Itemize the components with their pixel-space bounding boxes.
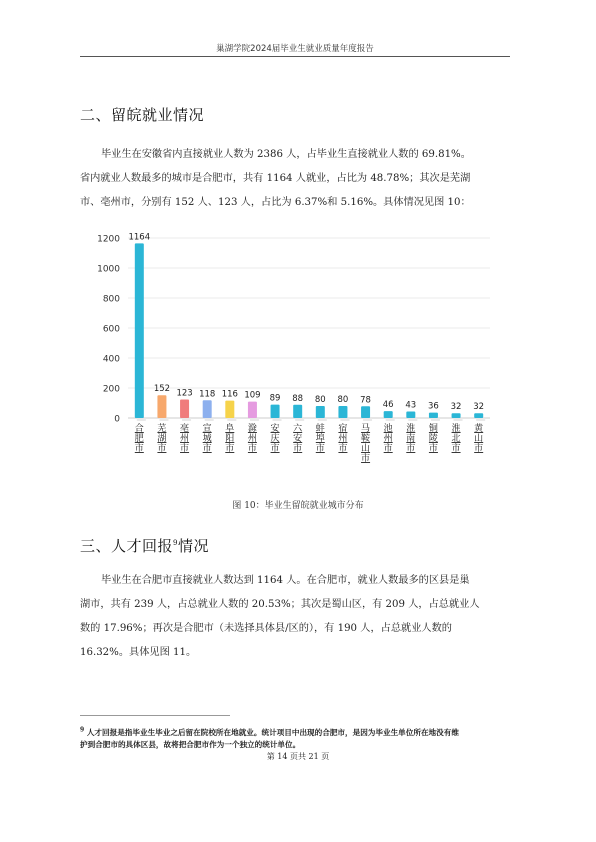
data-label: 109	[244, 390, 261, 401]
data-label: 152	[153, 384, 171, 395]
paragraph-line: 湖市，共有 239 人，占总就业人数的 20.53%；其次是蜀山区，有 209 人，占总就业人	[80, 599, 480, 610]
bar-shadow	[250, 418, 259, 421]
bar-shadow	[476, 418, 485, 421]
bar	[316, 406, 325, 418]
category-label-char: 山	[361, 444, 371, 454]
y-tick-label: 800	[102, 294, 120, 305]
bar	[203, 400, 212, 418]
category-label-char: 市	[134, 444, 144, 454]
category-label-char: 湖	[157, 434, 167, 444]
category-label-char: 北	[451, 434, 461, 444]
category-label-char: 安	[293, 434, 303, 444]
bar-shadow	[363, 418, 372, 421]
category-label-char: 市	[247, 444, 257, 454]
footnote-text: 人才回报是指毕业生毕业之后留在院校所在地就业。统计项目中出现的合肥市，是因为毕业生单位所在地没有维	[84, 727, 459, 737]
bar-shadow	[318, 418, 327, 421]
paragraph-line: 数的 17.96%；再次是合肥市（未选择具体县/区的），有 190 人，占总就业人数的	[80, 623, 452, 634]
data-label: 89	[269, 393, 281, 404]
category-label-char: 市	[270, 444, 280, 454]
category-label-char: 黄	[474, 424, 484, 434]
category-label-char: 市	[225, 444, 235, 454]
footnote-ref: 9	[173, 539, 178, 547]
paragraph-line: 16.32%。具体见图 11。	[80, 647, 197, 658]
bar	[474, 413, 483, 418]
category-label-char: 宿	[338, 424, 348, 434]
data-label: 36	[428, 401, 439, 412]
data-label: 46	[382, 400, 394, 411]
paragraph-line: 市、亳州市，分别有 152 人、123 人，占比为 6.37%和 5.16%。具体情况见图 10：	[80, 197, 471, 208]
y-tick-label: 400	[102, 354, 120, 365]
y-tick-label: 1200	[97, 234, 120, 245]
data-label: 80	[314, 395, 326, 405]
category-label-char: 州	[383, 434, 393, 444]
section-2-paragraph	[80, 143, 520, 215]
bar-shadow	[137, 418, 146, 421]
bar	[157, 395, 166, 418]
bar-shadow	[159, 418, 168, 421]
section-3-paragraph	[80, 569, 520, 665]
data-label: 43	[405, 400, 417, 411]
category-label-char: 合	[134, 424, 144, 434]
category-label-char: 蚌	[315, 424, 325, 434]
section-3-heading-text: 三、人才回报	[80, 537, 174, 555]
category-label-char: 安	[270, 424, 280, 434]
city-distribution-bar-chart	[0, 225, 596, 475]
bar-shadow	[454, 418, 463, 421]
bar-shadow	[295, 418, 304, 421]
data-label: 123	[176, 388, 193, 399]
section-3-heading	[80, 535, 209, 556]
paragraph-line: 省内就业人数最多的城市是合肥市，共有 1164 人就业，占比为 48.78%；其次是芜湖	[80, 173, 471, 184]
bar-shadow	[227, 418, 236, 421]
category-label-char: 州	[247, 434, 257, 444]
category-label-char: 市	[157, 444, 167, 454]
footnote-line: 护到合肥市的具体区县，故将把合肥市作为一个独立的统计单位。	[80, 739, 301, 749]
category-label-char: 鞍	[361, 434, 371, 444]
category-label-char: 市	[383, 444, 393, 454]
bar	[225, 401, 234, 418]
bar	[271, 405, 280, 418]
bar	[293, 405, 302, 418]
data-label: 118	[199, 389, 216, 400]
running-header: 巢湖学院2024届毕业生就业质量年度报告	[216, 44, 374, 54]
data-label: 1164	[128, 232, 151, 243]
category-label-char: 淮	[406, 424, 416, 434]
bar-shadow	[340, 418, 349, 421]
header-rule	[80, 56, 510, 57]
bar	[429, 413, 438, 418]
category-label-char: 淮	[451, 424, 461, 434]
category-label-char: 宣	[202, 424, 212, 434]
footnote-mark: 9	[80, 726, 85, 733]
y-tick-label: 0	[114, 414, 120, 425]
footnote	[80, 724, 520, 751]
bar-shadow	[386, 418, 395, 421]
category-label-char: 市	[451, 444, 461, 454]
data-label: 88	[292, 393, 304, 404]
data-label: 32	[450, 402, 462, 413]
paragraph-line: 毕业生在安徽省内直接就业人数为 2386 人，占毕业生直接就业人数的 69.81%。	[101, 149, 471, 160]
bar-shadow	[273, 418, 282, 421]
bar	[338, 406, 347, 418]
category-label-char: 市	[406, 444, 416, 454]
category-label-char: 市	[474, 444, 484, 454]
category-label-char: 市	[180, 444, 190, 454]
bar	[180, 400, 189, 418]
data-label: 80	[337, 395, 349, 405]
y-tick-label: 200	[102, 384, 120, 395]
y-tick-label: 600	[102, 324, 120, 335]
category-label-char: 亳	[180, 424, 190, 434]
category-label-char: 州	[180, 434, 190, 444]
category-label-char: 市	[428, 444, 438, 454]
category-label-char: 市	[361, 454, 371, 464]
category-label-char: 市	[315, 444, 325, 454]
page-number: 第 14 页共 21 页	[266, 752, 330, 761]
bar	[248, 402, 257, 418]
bar-shadow	[205, 418, 214, 421]
footnote-line	[80, 728, 459, 737]
category-label-char: 阳	[225, 434, 235, 444]
y-tick-label: 1000	[97, 264, 120, 275]
category-label-char: 山	[474, 434, 484, 444]
category-label-char: 埠	[315, 434, 325, 444]
category-label-char: 市	[338, 444, 348, 454]
category-label-char: 州	[338, 434, 348, 444]
category-label-char: 六	[293, 424, 303, 434]
bar	[384, 411, 393, 418]
category-label-char: 铜	[428, 424, 438, 434]
category-label-char: 市	[202, 444, 212, 454]
category-label-char: 肥	[134, 434, 144, 444]
data-label: 78	[360, 395, 371, 406]
bar	[361, 406, 370, 418]
figure-caption: 图 10：毕业生留皖就业城市分布	[232, 501, 364, 511]
data-label: 116	[221, 389, 238, 400]
bar-shadow	[408, 418, 417, 421]
footnote-rule	[80, 715, 230, 716]
section-3-heading-tail: 情况	[177, 537, 209, 555]
bar-shadow	[182, 418, 191, 421]
data-label: 32	[473, 402, 485, 413]
category-label-char: 市	[293, 444, 303, 454]
category-label-char: 南	[406, 434, 416, 444]
category-label-char: 池	[383, 424, 393, 434]
paragraph-line: 毕业生在合肥市直接就业人数达到 1164 人。在合肥市，就业人数最多的区县是巢	[101, 575, 470, 586]
category-label-char: 滁	[247, 424, 257, 434]
category-label-char: 阜	[225, 424, 235, 434]
bar	[406, 412, 415, 418]
category-label-char: 芜	[157, 424, 167, 434]
bar	[452, 413, 461, 418]
bar-shadow	[431, 418, 440, 421]
category-label-char: 庆	[270, 434, 280, 444]
category-label-char: 马	[361, 424, 371, 434]
category-label-char: 城	[202, 434, 212, 444]
category-label-char: 陵	[428, 434, 438, 444]
section-2-heading: 二、留皖就业情况	[80, 106, 205, 124]
bar	[135, 243, 144, 418]
